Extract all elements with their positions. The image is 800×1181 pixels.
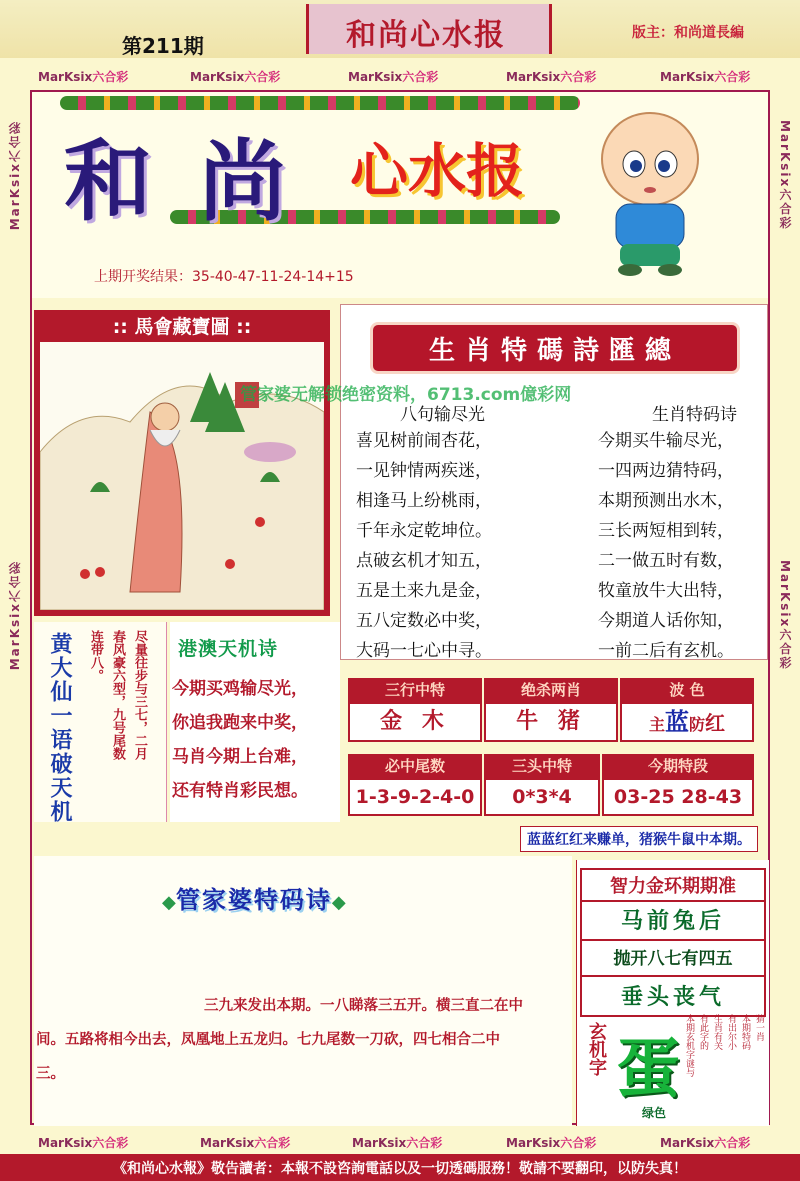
- poem-left-heading: 八句输尽光: [400, 405, 485, 425]
- stat-value-wave: [620, 702, 754, 742]
- poem-line: 五是土来九是金，: [356, 581, 492, 601]
- gangao-title: 港澳天机诗: [178, 638, 279, 660]
- poem-line: 千年永定乾坤位。: [356, 521, 492, 541]
- huang-daxian-col-2: 春风豪六型，九号尾数: [110, 630, 125, 760]
- watermark-8: MarKsix六合彩: [352, 1136, 443, 1150]
- stat-value-kill: 牛 猪: [484, 702, 618, 742]
- stat-label-segment: 今期特段: [602, 754, 754, 778]
- stat-label-wave: 波 色: [620, 678, 754, 702]
- poems-title: 生肖特碼詩匯總: [428, 336, 681, 366]
- gangao-line: 马肖今期上台难，: [172, 747, 308, 767]
- watermark-bottom-row: [30, 1130, 770, 1152]
- right-phrase-3: 垂头丧气: [580, 976, 766, 1017]
- watermark-7: MarKsix六合彩: [200, 1136, 291, 1150]
- gangao-line: 还有特肖彩民想。: [172, 781, 308, 801]
- banner-title-color: 心水报: [350, 137, 525, 205]
- right-title: 智力金环期期准: [580, 868, 766, 902]
- xuanji-big-char: 蛋: [616, 1033, 680, 1107]
- watermark-1: MarKsix六合彩: [38, 70, 129, 84]
- watermark-9: MarKsix六合彩: [506, 1136, 597, 1150]
- poem-line: 五八定数必中奖，: [356, 611, 492, 631]
- stat-label-head: 三头中特: [484, 754, 600, 778]
- stat-value-segment: 03-25 28-43: [602, 778, 754, 816]
- xuanji-riddle: [684, 1014, 766, 1114]
- stats-table: [346, 678, 754, 816]
- watermark-10: MarKsix六合彩: [660, 1136, 751, 1150]
- riddle-col: 猜一肖: [754, 1014, 764, 1041]
- watermark-5: MarKsix六合彩: [660, 70, 751, 84]
- poem-right-heading: 生肖特码诗: [652, 405, 737, 425]
- stat-label-kill: 绝杀两肖: [484, 678, 618, 702]
- last-result-value: 35-40-47-11-24-14+15: [192, 269, 354, 285]
- diamond-icon: ◆: [331, 892, 346, 913]
- poem-right-lines: [598, 426, 734, 666]
- poem-line: 牧童放牛大出特，: [598, 581, 734, 601]
- sirens-title: 管家婆特码诗: [175, 886, 332, 914]
- overlay-watermark: 管家婆无解锁绝密资料，6713.com億彩网: [240, 385, 572, 405]
- gangao-line: 你追我跑来中奖，: [172, 713, 308, 733]
- huang-daxian-title: 黄大仙一语破天机: [47, 632, 72, 824]
- xuanji-big-char-sub: 绿色: [642, 1106, 667, 1120]
- watermark-right-col-2: MarKsix六合彩: [778, 560, 792, 671]
- sirens-title-wrap: [162, 880, 346, 915]
- watermark-left-col: MarKsix六合彩: [8, 120, 22, 231]
- vine-top: [60, 96, 580, 110]
- last-result: [94, 266, 354, 286]
- wave-side: 防: [689, 715, 706, 734]
- poem-line: 一前二后有玄机。: [598, 641, 734, 661]
- poem-line: 一见钟情两疾迷，: [356, 461, 492, 481]
- watermark-3: MarKsix六合彩: [348, 70, 439, 84]
- stats-note: 蓝蓝红红来赚单，猪猴牛鼠中本期。: [520, 826, 758, 852]
- monk-mascot-illustration: [590, 104, 710, 284]
- poem-line: 喜见树前闹杏花，: [356, 431, 492, 451]
- gangao-lines: [172, 672, 308, 808]
- poem-line: 二一做五时有数，: [598, 551, 734, 571]
- treasure-map-title: :: 馬會藏寶圖 ::: [112, 316, 252, 338]
- stat-label-tail: 必中尾数: [348, 754, 482, 778]
- poem-line: 三长两短相到转，: [598, 521, 734, 541]
- gangao-line: 今期买鸡输尽光，: [172, 679, 308, 699]
- watermark-top-row: [30, 64, 770, 88]
- xuanji-label: 玄机字: [586, 1022, 607, 1076]
- poem-left-lines: [356, 426, 492, 666]
- editor-credit: 版主：和尚道長編: [632, 25, 744, 41]
- riddle-col: 有出尔小: [726, 1014, 736, 1050]
- poem-line: 今期道人话你知，: [598, 611, 734, 631]
- stat-label-lines: 三行中特: [348, 678, 482, 702]
- watermark-left-col-2: MarKsix六合彩: [8, 560, 22, 671]
- riddle-col: 本期特码: [740, 1014, 750, 1050]
- watermark-right-col: MarKsix六合彩: [778, 120, 792, 231]
- watermark-6: MarKsix六合彩: [38, 1136, 129, 1150]
- watermark-2: MarKsix六合彩: [190, 70, 281, 84]
- diamond-icon: ◆: [162, 892, 176, 913]
- poem-line: 点破玄机才知五，: [356, 551, 492, 571]
- riddle-col: 本期玄机字谜与: [684, 1014, 694, 1077]
- stat-value-tail: 1-3-9-2-4-0: [348, 778, 482, 816]
- sirens-line-1: 三九来发出本期。一八睇落三五开。横三直二在中: [204, 998, 523, 1014]
- poem-line: 相逢马上纷桃雨，: [356, 491, 492, 511]
- stat-value-lines: 金 木: [348, 702, 482, 742]
- huang-daxian-col-3: 尽量往步与三七，二月: [132, 630, 147, 760]
- last-result-label: 上期开奖结果：: [94, 269, 192, 285]
- right-phrase-2: 抛开八七有四五: [580, 938, 766, 977]
- watermark-4: MarKsix六合彩: [506, 70, 597, 84]
- stat-value-head: 0*3*4: [484, 778, 600, 816]
- riddle-col: 有此字的: [698, 1014, 708, 1050]
- riddle-col: 生肖有关: [712, 1014, 722, 1050]
- wave-main: 主: [648, 715, 665, 734]
- issue-number: 第211期: [122, 34, 204, 58]
- right-phrase-1: 马前兔后: [580, 900, 766, 941]
- banner-title-big: 和 尚: [64, 129, 295, 233]
- wave-red: 红: [705, 711, 726, 735]
- footer-text: 《和尚心水報》敬告讀者：本報不設咨詢電話以及一切透碼服務！敬請不要翻印，以防失真！: [113, 1161, 687, 1177]
- sirens-line-3: 三。: [36, 1066, 65, 1082]
- poem-line: 今期买牛输尽光，: [598, 431, 734, 451]
- sirens-line-2: 间。五路将相今出去，凤凰地上五龙归。七九尾数一刀砍，四七相合二中: [36, 1032, 500, 1048]
- huang-daxian-col-1: 连带八。: [88, 630, 103, 682]
- wave-blue: 蓝: [665, 708, 689, 736]
- poem-line: 大码一七心中寻。: [356, 641, 492, 661]
- poem-line: 一四两边猜特码，: [598, 461, 734, 481]
- masthead-title: 和尚心水报: [346, 18, 506, 53]
- poem-line: 本期预测出水木，: [598, 491, 734, 511]
